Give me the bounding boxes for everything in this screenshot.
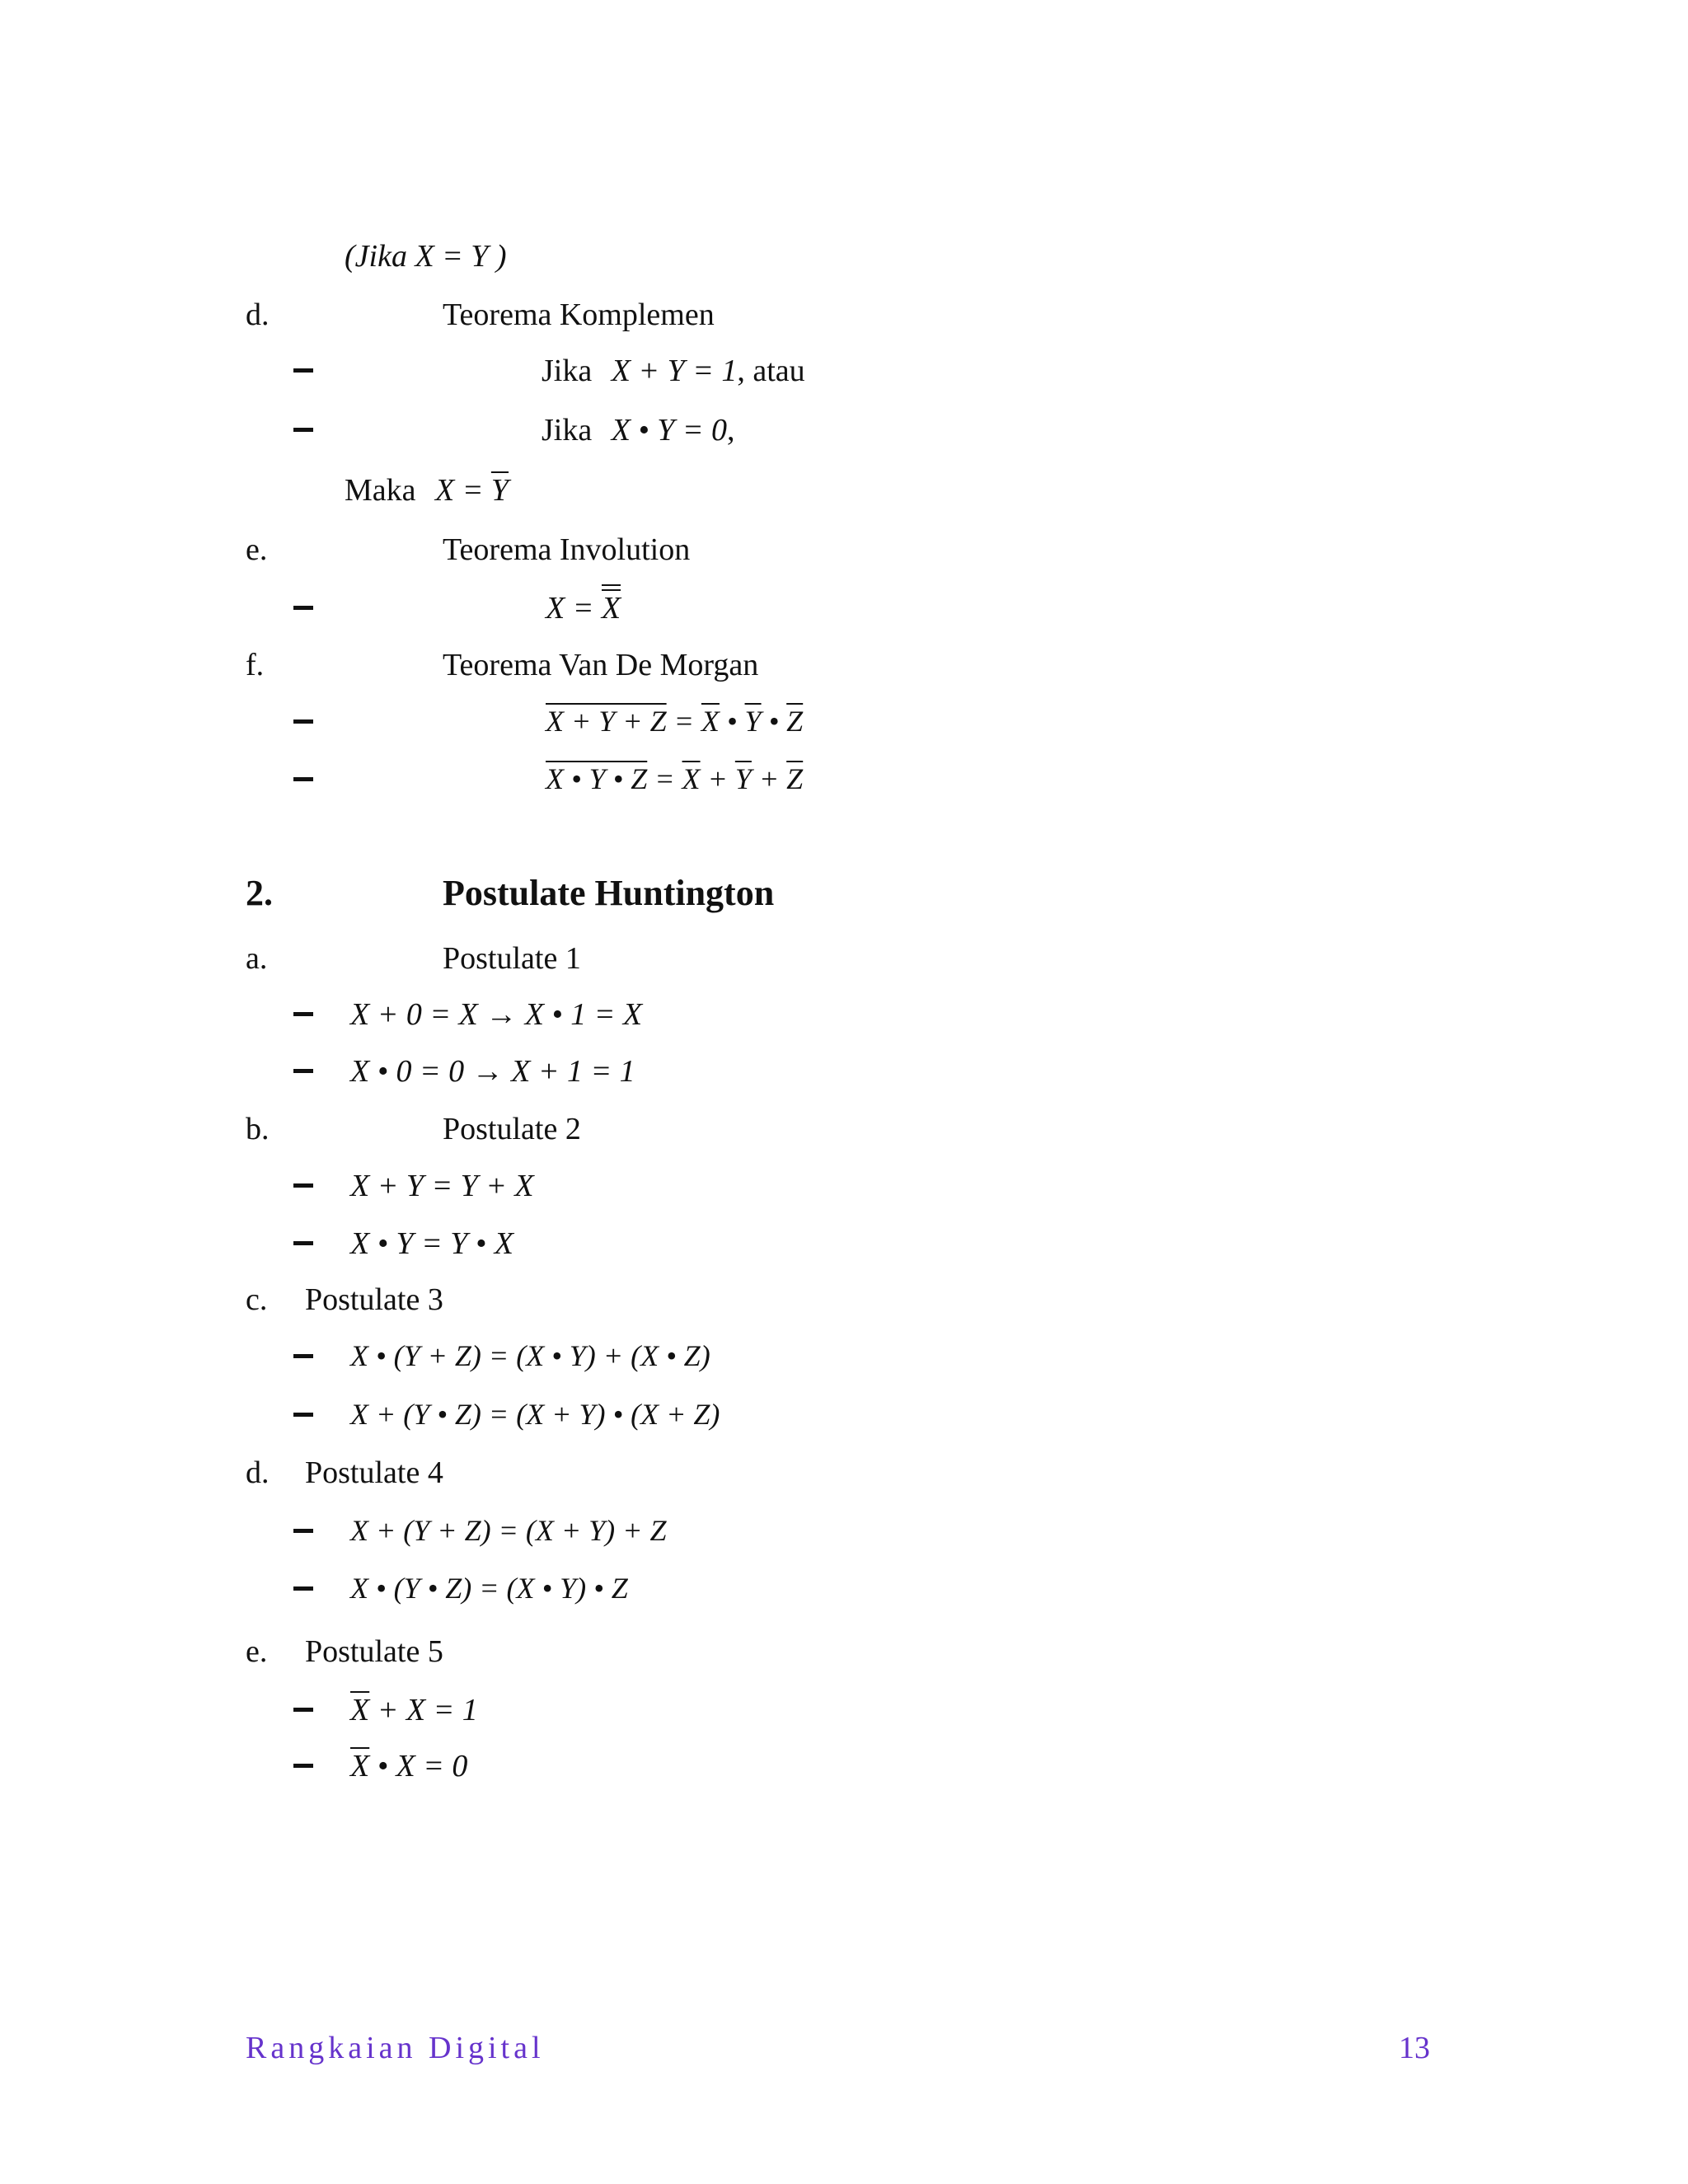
conclusion-lhs: X = (435, 473, 484, 508)
postulate-4-title: Postulate 4 (305, 1455, 443, 1490)
postulate-3-formula-1: X • (Y + Z) = (X • Y) + (X • Z) (350, 1339, 710, 1372)
formula-rhs: X (601, 591, 621, 626)
formula-op: + (751, 762, 787, 795)
overline-bar (602, 589, 621, 591)
formula-eq: = (647, 762, 682, 795)
demorgan-formula-2 (546, 764, 803, 794)
formula-lhs: X = (546, 591, 594, 626)
double-complement-x (602, 593, 621, 624)
formula-op: • (761, 705, 787, 738)
section-d-marker: d. (246, 298, 270, 332)
section-d-title: Teorema Komplemen (443, 298, 715, 332)
section-f-marker: f. (246, 648, 265, 682)
formula-term: $\overline{Z}$ (786, 762, 804, 795)
item-formula: X + Y = 1 (611, 354, 738, 388)
bullet-dash (293, 368, 313, 373)
formula-rest: + X = 1 (369, 1693, 478, 1727)
bullet-dash (293, 719, 313, 724)
item-prefix: Jika (542, 354, 593, 388)
item-suffix: , (727, 413, 735, 448)
formula-term: $\overline{Y}$ (744, 705, 762, 738)
page-number: 13 (1399, 2031, 1430, 2065)
formula-lhs: X + Y + Z (546, 705, 667, 738)
overline-bar (602, 584, 621, 586)
bullet-dash (293, 1708, 313, 1712)
bullet-dash (293, 1529, 313, 1533)
postulate-1-title: Postulate 1 (443, 941, 581, 976)
formula-op: + (700, 762, 735, 795)
formula-term-complement: $\overline{X}$ (350, 1693, 370, 1727)
postulate-5-marker: e. (246, 1634, 268, 1669)
postulate-3-formula-2: X + (Y • Z) = (X + Y) • (X + Z) (350, 1398, 720, 1431)
komplemen-item-1 (542, 355, 805, 387)
bullet-dash (293, 428, 313, 432)
postulate-3-title: Postulate 3 (305, 1282, 443, 1317)
postulate-3-marker: c. (246, 1282, 268, 1317)
postulate-2-formula-1: X + Y = Y + X (350, 1169, 534, 1203)
bullet-dash (293, 1764, 313, 1768)
formula-lhs: X • Y • Z (546, 762, 648, 795)
bullet-dash (293, 606, 313, 610)
involution-formula (546, 593, 621, 624)
formula-term: $\overline{Z}$ (786, 705, 804, 738)
bullet-dash (293, 777, 313, 781)
formula-term: $\overline{X}$ (701, 705, 720, 738)
section-e-title: Teorema Involution (443, 532, 691, 567)
postulate-1-formula-1: X + 0 = X → X • 1 = X (350, 997, 643, 1032)
section-2-heading: Postulate Huntington (443, 873, 775, 913)
postulate-1-formula-2: X • 0 = 0 → X + 1 = 1 (350, 1054, 635, 1089)
bullet-dash (293, 1241, 313, 1245)
bullet-dash (293, 1069, 313, 1073)
postulate-2-title: Postulate 2 (443, 1112, 581, 1146)
bullet-dash (293, 1012, 313, 1016)
postulate-2-marker: b. (246, 1112, 270, 1146)
demorgan-formula-1 (546, 706, 803, 736)
bullet-dash (293, 1413, 313, 1417)
section-e-marker: e. (246, 532, 268, 567)
formula-term: $\overline{X}$ (682, 762, 701, 795)
formula-op: • (719, 705, 745, 738)
condition-text: (Jika X = Y ) (345, 239, 507, 274)
postulate-4-marker: d. (246, 1455, 270, 1490)
postulate-4-formula-2: X • (Y • Z) = (X • Y) • Z (350, 1572, 628, 1605)
postulate-5-formula-1 (350, 1694, 478, 1726)
section-f-title: Teorema Van De Morgan (443, 648, 759, 682)
formula-rest: • X = 0 (369, 1749, 468, 1783)
postulate-1-marker: a. (246, 941, 268, 976)
bullet-dash (293, 1586, 313, 1591)
section-2-number: 2. (246, 873, 273, 913)
postulate-5-formula-2 (350, 1750, 467, 1782)
bullet-dash (293, 1354, 313, 1358)
postulate-5-title: Postulate 5 (305, 1634, 443, 1669)
item-suffix: , atau (737, 354, 805, 388)
postulate-4-formula-1: X + (Y + Z) = (X + Y) + Z (350, 1514, 667, 1547)
formula-term: $\overline{Y}$ (734, 762, 752, 795)
komplemen-conclusion (345, 475, 509, 506)
footer-title: Rangkaian Digital (246, 2031, 545, 2065)
formula-term-complement: $\overline{X}$ (350, 1749, 370, 1783)
bullet-dash (293, 1183, 313, 1188)
komplemen-item-2 (542, 415, 735, 446)
postulate-2-formula-2: X • Y = Y • X (350, 1226, 513, 1261)
conclusion-rhs-complement: $\overline{Y}$ (490, 473, 509, 508)
formula-eq: = (666, 705, 701, 738)
conclusion-prefix: Maka (345, 473, 416, 508)
item-prefix: Jika (542, 413, 593, 448)
item-formula: X • Y = 0 (611, 413, 728, 448)
